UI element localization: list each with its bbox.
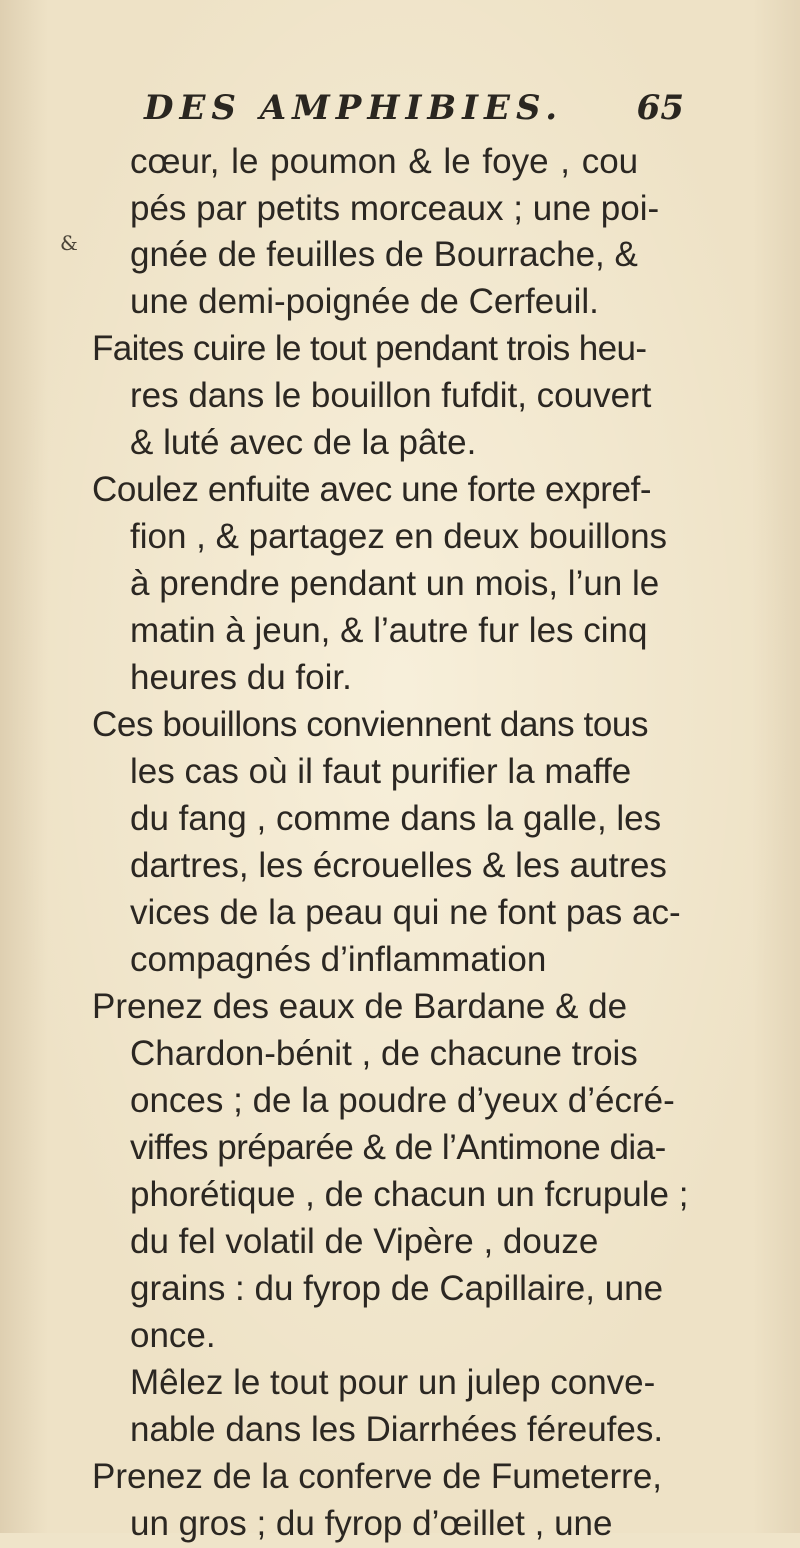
- text-line: dartres, les écrouelles & les autres: [130, 846, 667, 885]
- text-line: heures du foir.: [130, 658, 352, 697]
- text-line: une demi-poignée de Cerfeuil.: [130, 282, 599, 321]
- text-line: nable dans les Diarrhées féreufes.: [130, 1410, 664, 1449]
- text-line: les cas où il faut purifier la maffe: [130, 752, 632, 791]
- text-line: gnée de feuilles de Bourrache, &: [130, 235, 638, 274]
- text-line: Prenez de la conferve de Fumeterre,: [92, 1457, 663, 1496]
- text-line: matin à jeun, & l’autre fur les cinq: [130, 611, 648, 650]
- text-line: pés par petits morceaux ; une poi-: [130, 189, 660, 228]
- text-line: du fang , comme dans la galle, les: [130, 799, 662, 838]
- text-line: once.: [130, 1316, 216, 1355]
- text-line: Ces bouillons conviennent dans tous: [92, 705, 649, 744]
- text-line: Faites cuire le tout pendant trois heu-: [92, 329, 647, 368]
- text-line: Chardon-bénit , de chacune trois: [130, 1034, 638, 1073]
- margin-mark: &: [60, 231, 78, 255]
- text-line: du fel volatil de Vipère , douze: [130, 1222, 599, 1261]
- page-header: [144, 88, 684, 138]
- text-line: grains : du fyrop de Capillaire, une: [130, 1269, 664, 1308]
- text-line: cœur, le poumon & le foye , cou: [130, 142, 639, 181]
- text-line: vices de la peau qui ne font pas ac-: [130, 893, 681, 932]
- text-line: fion , & partagez en deux bouillons: [130, 517, 668, 556]
- running-title: DES AMPHIBIES.: [144, 88, 564, 128]
- text-line: Mêlez le tout pour un julep conve-: [130, 1363, 656, 1402]
- text-line: Coulez enfuite avec une forte expref-: [92, 470, 652, 509]
- page-number: 65: [636, 88, 684, 128]
- text-line: phorétique , de chacun un fcrupule ;: [130, 1175, 689, 1214]
- text-line: un gros ; du fyrop d’œillet , une: [130, 1504, 613, 1543]
- text-line: à prendre pendant un mois, l’un le: [130, 564, 660, 603]
- text-line: compagnés d’inflammation: [130, 940, 547, 979]
- text-line: Prenez des eaux de Bardane & de: [92, 987, 628, 1026]
- text-line: res dans le bouillon fufdit, couvert: [130, 376, 652, 415]
- text-line: onces ; de la poudre d’yeux d’écré-: [130, 1081, 675, 1120]
- text-line: & luté avec de la pâte.: [130, 423, 477, 462]
- text-line: viffes préparée & de l’Antimone dia-: [130, 1128, 666, 1167]
